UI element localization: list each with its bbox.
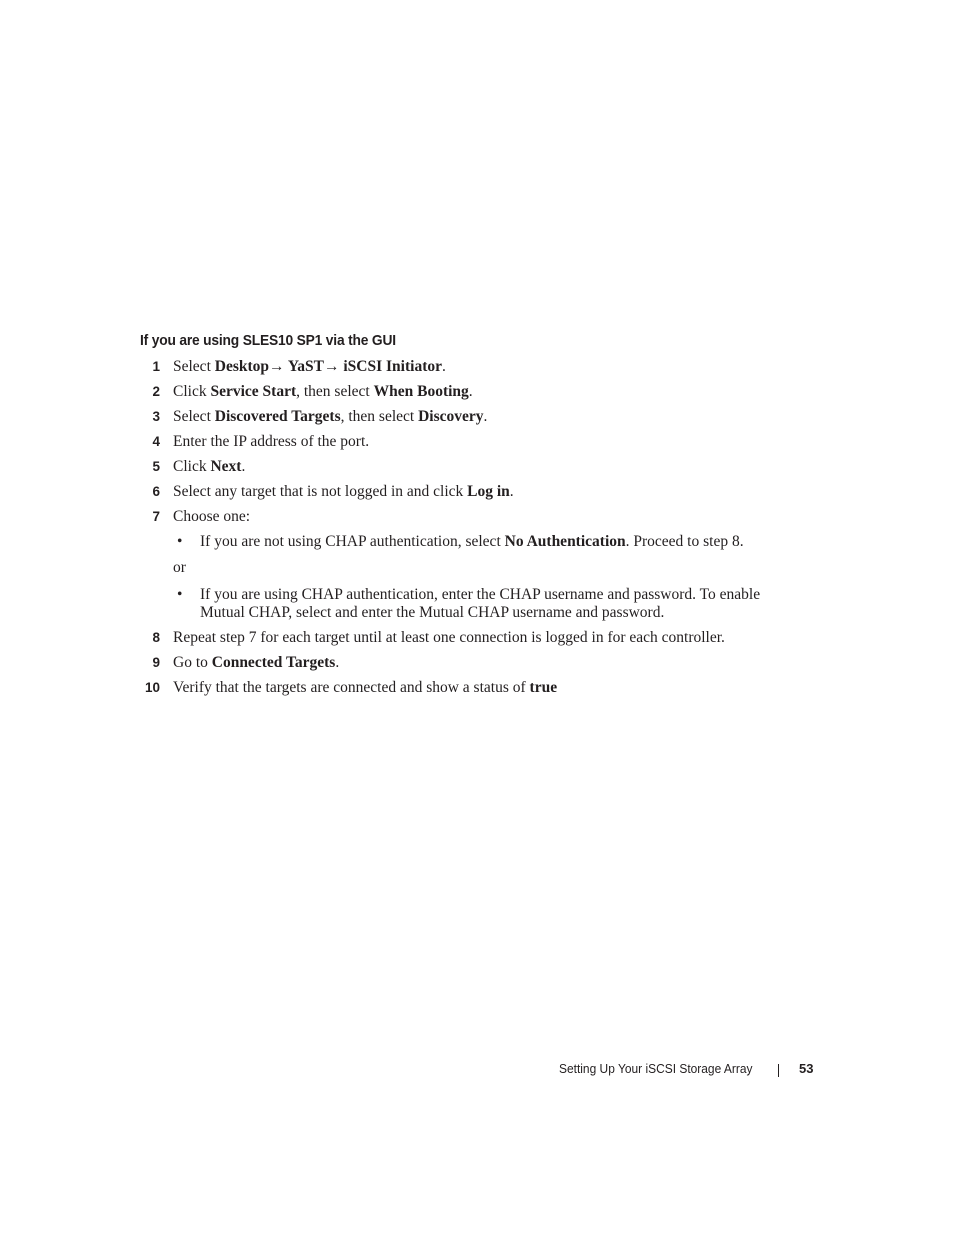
step-number: 9 xyxy=(152,655,160,670)
footer-divider xyxy=(778,1064,779,1077)
step-number: 4 xyxy=(152,434,160,449)
step-number: 2 xyxy=(152,384,160,399)
step-number: 1 xyxy=(152,359,160,374)
step-number: 3 xyxy=(152,409,160,424)
step-number: 10 xyxy=(144,680,160,695)
arrow-icon: → xyxy=(324,358,340,375)
step-text: Select Discovered Targets, then select Discovery. xyxy=(173,408,488,425)
step-number: 6 xyxy=(152,484,160,499)
step-text: Enter the IP address of the port. xyxy=(173,433,370,450)
section-heading: If you are using SLES10 SP1 via the GUI xyxy=(140,332,396,349)
step-text: Verify that the targets are connected and show a status of true xyxy=(173,679,558,696)
step-text: Choose one: xyxy=(173,508,251,525)
step-number: 7 xyxy=(152,509,160,524)
step-text: Select Desktop→ YaST→ iSCSI Initiator. xyxy=(173,358,446,375)
arrow-icon: → xyxy=(269,358,285,375)
step-text: Click Next. xyxy=(173,458,246,475)
step-text: Click Service Start, then select When Booting. xyxy=(173,383,473,400)
bullet-item-no-auth: If you are not using CHAP authentication, select No Authentication. Proceed to step 8. xyxy=(200,533,744,550)
step-number: 8 xyxy=(152,630,160,645)
page-number: 53 xyxy=(799,1061,814,1076)
step-number: 5 xyxy=(152,459,160,474)
step-text: Go to Connected Targets. xyxy=(173,654,340,671)
bullet-icon: • xyxy=(177,533,183,550)
step-text: Select any target that is not logged in and click Log in. xyxy=(173,483,514,500)
step-text: Repeat step 7 for each target until at least one connection is logged in for each controller. xyxy=(173,629,725,646)
bullet-item-chap: If you are using CHAP authentication, enter the CHAP username and password. To enable Mutual CHAP, select and enter the Mutual CHAP username and password. xyxy=(200,586,761,621)
or-separator: or xyxy=(173,559,186,576)
footer-title: Setting Up Your iSCSI Storage Array xyxy=(559,1061,753,1076)
bullet-icon: • xyxy=(177,586,183,603)
